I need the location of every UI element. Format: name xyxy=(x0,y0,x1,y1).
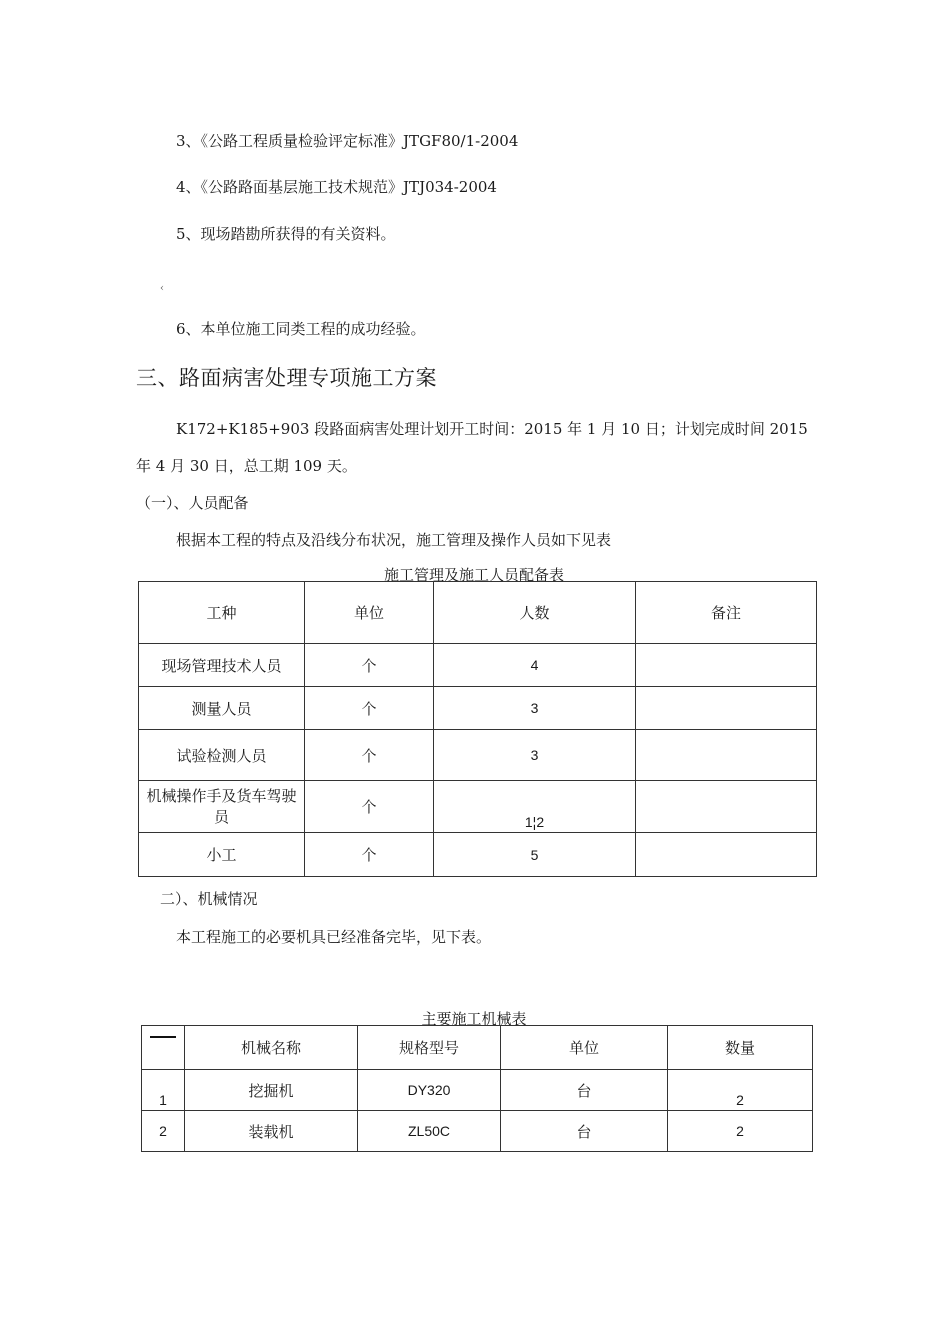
model-cell: ZL50C xyxy=(358,1111,501,1152)
unit-cell: 个 xyxy=(305,833,434,877)
machinery-heading: 二）、机械情况 xyxy=(160,890,258,908)
personnel-heading: （一）、人员配备 xyxy=(136,494,249,512)
unit-cell: 个 xyxy=(305,781,434,833)
note-cell xyxy=(636,644,817,687)
quantity-cell: 2 xyxy=(668,1070,813,1111)
count-cell: 3 xyxy=(434,687,636,730)
unit-cell: 个 xyxy=(305,687,434,730)
note-cell xyxy=(636,687,817,730)
job-type-cell: 现场管理技术人员 xyxy=(139,644,305,687)
header-cell: 工种 xyxy=(139,582,305,644)
table-row xyxy=(139,687,817,730)
table-row xyxy=(139,730,817,781)
stray-mark: ‹ xyxy=(160,283,164,294)
job-type-cell: 测量人员 xyxy=(139,687,305,730)
personnel-table-caption: 施工管理及施工人员配备表 xyxy=(383,566,564,584)
row-number-cell: 1 xyxy=(142,1070,185,1111)
table-row xyxy=(139,833,817,877)
section-title: 三、路面病害处理专项施工方案 xyxy=(136,366,437,390)
unit-cell: 台 xyxy=(501,1111,668,1152)
header-cell: 机械名称 xyxy=(185,1026,358,1070)
header-cell: 人数 xyxy=(434,582,636,644)
schedule-line-2: 年 4 月 30 日，总工期 109 天。 xyxy=(136,457,357,475)
machinery-intro: 本工程施工的必要机具已经准备完毕，见下表。 xyxy=(176,928,492,946)
header-cell: 数量 xyxy=(668,1026,813,1070)
dash-mark xyxy=(150,1036,176,1038)
header-cell: 规格型号 xyxy=(358,1026,501,1070)
count-cell: 1¦2 xyxy=(434,781,636,833)
reference-item-6: 6、本单位施工同类工程的成功经验。 xyxy=(176,320,426,338)
table-row xyxy=(139,781,817,833)
machinery-table xyxy=(141,1025,813,1152)
row-number-cell: 2 xyxy=(142,1111,185,1152)
count-cell: 4 xyxy=(434,644,636,687)
table-header-row xyxy=(142,1026,813,1070)
job-type-cell: 机械操作手及货车驾驶员 xyxy=(139,781,305,833)
personnel-table xyxy=(138,581,817,877)
machine-name-cell: 装载机 xyxy=(185,1111,358,1152)
count-cell: 5 xyxy=(434,833,636,877)
note-cell xyxy=(636,730,817,781)
job-type-cell: 试验检测人员 xyxy=(139,730,305,781)
header-cell: 单位 xyxy=(501,1026,668,1070)
header-number-cell xyxy=(142,1026,185,1070)
table-row xyxy=(142,1111,813,1152)
job-type-cell: 小工 xyxy=(139,833,305,877)
table-row xyxy=(142,1070,813,1111)
table-row xyxy=(139,644,817,687)
machinery-table-caption: 主要施工机械表 xyxy=(421,1010,527,1028)
note-cell xyxy=(636,833,817,877)
count-cell: 3 xyxy=(434,730,636,781)
unit-cell: 台 xyxy=(501,1070,668,1111)
header-cell: 单位 xyxy=(305,582,434,644)
table-header-row xyxy=(139,582,817,644)
quantity-cell: 2 xyxy=(668,1111,813,1152)
schedule-line-1: K172+K185+903 段路面病害处理计划开工时间：2015 年 1 月 10 日；计划完成时间 2015 xyxy=(176,420,808,438)
header-cell: 备注 xyxy=(636,582,817,644)
model-cell: DY320 xyxy=(358,1070,501,1111)
personnel-intro: 根据本工程的特点及沿线分布状况，施工管理及操作人员如下见表 xyxy=(176,531,612,549)
reference-item-5: 5、现场踏勘所获得的有关资料。 xyxy=(176,225,396,243)
unit-cell: 个 xyxy=(305,644,434,687)
note-cell xyxy=(636,781,817,833)
reference-item-4: 4、《公路路面基层施工技术规范》JTJ034-2004 xyxy=(176,178,497,196)
unit-cell: 个 xyxy=(305,730,434,781)
reference-item-3: 3、《公路工程质量检验评定标准》JTGF80/1-2004 xyxy=(176,132,519,150)
machine-name-cell: 挖掘机 xyxy=(185,1070,358,1111)
